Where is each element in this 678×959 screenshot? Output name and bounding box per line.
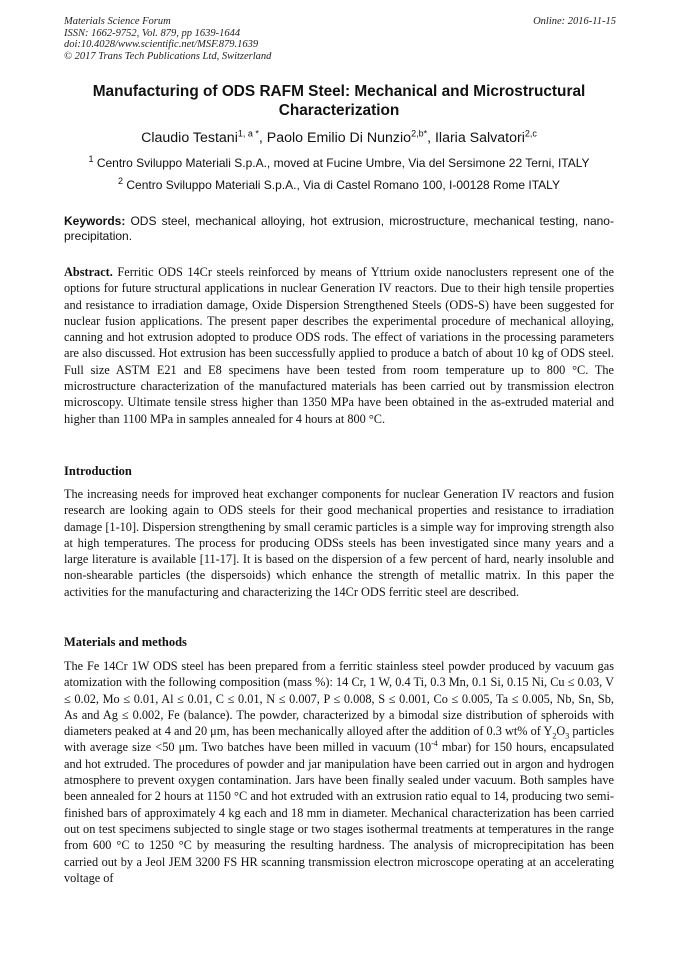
abstract: [64, 264, 614, 427]
affiliation-text: Centro Sviluppo Materiali S.p.A., Via di Castel Romano 100, I-00128 Rome ITALY: [126, 178, 560, 192]
author-affiliation-mark: 2,c: [524, 128, 537, 139]
affiliation-mark: 2: [118, 176, 124, 186]
author-affiliation-mark: 1, a *: [237, 128, 259, 139]
abstract-text: Ferritic ODS 14Cr steels reinforced by means of Yttrium oxide nanoclusters represent one of the options for future structural applications in nuclear Generation IV reactors. Due to their high tensile properties and resistance to irradiation damage, Oxide Dispersion Strengthened Steels (ODS-S) have been suggested for nuclear fusion applications. The present paper describes the experimental procedure of mechanical alloying, canning and hot extrusion adopted to produce ODS rods. The effect of variations in the processing parameters are also discussed. Hot extrusion has been successfully applied to produce a batch of about 10 kg of ODS steel. Full size ASTM E21 and E8 specimens have been tested from room temperature up to 800 °C. The microstructure characterization of the manufactured materials has been carried out by transmission electron microscopy. Ultimate tensile stress higher than 1350 MPa have been obtained in the as-extruded material and higher than 1100 MPa in samples annealed for 4 hours at 800 °C.: [64, 265, 614, 426]
methods-text-part3: mbar) for 150 hours, encapsulated and hot extruded. The procedures of powder and jar manipulation have been carried out in argon and hydrogen atmosphere to prevent oxygen contamination. Jars have been finally sealed under vacuum. Both samples have been annealed for 2 hours at 1150 °C and hot extruded with an extrusion ratio equal to 14, producing two semi-finished bars of approximately 4 kg each and 18 mm in diameter. Mechanical characterization has been carried out on test specimens subjected to single stage or two stages isothermal treatments at temperatures in the range from 600 °C to 1250 °C by measuring the resulting hardness. The analysis of microprecipitation has been carried out by a Jeol JEM 3200 FS HR scanning transmission electron microscope operating at an accelerating voltage of: [64, 740, 615, 885]
oxide-letter: O: [556, 724, 566, 739]
affiliation-text: Centro Sviluppo Materiali S.p.A., moved at Fucine Umbre, Via del Sersimone 22 Terni, ITALY: [96, 156, 590, 170]
abstract-label: Abstract.: [64, 265, 113, 279]
methods-paragraph: [64, 658, 614, 886]
section-heading-introduction: Introduction: [64, 464, 132, 478]
keywords: [64, 214, 614, 244]
online-date: Online: 2016-11-15: [533, 16, 616, 27]
issn-line: ISSN: 1662-9752, Vol. 879, pp 1639-1644: [64, 27, 241, 39]
methods-text-part2: particles with average size <50 μm. Two batches have been milled in vacuum (10: [64, 724, 614, 755]
author-list: Claudio Testani$^{1, a *}$, Paolo Emilio Di Nunzio$^{2,b*}$, Ilaria Salvatori$^{2,c}$: [141, 128, 537, 146]
subscript-3: 3: [565, 731, 570, 741]
author-name: Claudio Testani: [141, 130, 238, 146]
affiliation-2: [50, 178, 628, 193]
keywords-text: ODS steel, mechanical alloying, hot extrusion, microstructure, mechanical testing, nano-precipitation.: [64, 214, 614, 243]
section-heading-methods: Materials and methods: [64, 635, 187, 649]
subscript-2: 2: [552, 731, 557, 741]
paper-title: Manufacturing of ODS RAFM Steel: Mechanical and Microstructural Characterization: [92, 83, 586, 119]
author-name: Ilaria Salvatori: [434, 130, 525, 146]
methods-text-part1: The Fe 14Cr 1W ODS steel has been prepared from a ferritic stainless steel powder produced by vacuum gas atomization with the following composition (mass %): 14 Cr, 1 W, 0.4 Ti, 0.3 Mn, 0.1 Si, 0.15 Ni, Cu ≤ 0.03, V ≤ 0.02, Mo ≤ 0.01, Al ≤ 0.01, C ≤ 0.01, N ≤ 0.007, P ≤ 0.008, S ≤ 0.001, Co ≤ 0.005, Ta ≤ 0.005, Nb, Sn, Sb, As and Ag ≤ 0.002, Fe (balance). The powder, characterized by a bimodal size distribution of spheroids with diameters peaked at 4 and 20 μm, has been mechanically alloyed after the addition of 0.3 wt% of Y: [64, 659, 614, 739]
journal-name: Materials Science Forum: [64, 16, 171, 27]
introduction-paragraph: The increasing needs for improved heat exchanger components for nuclear Generation IV reactors and fusion research are looking again to ODS steels for their good mechanical properties and resistance to irradiation damage [1-10]. Dispersion strengthening by small ceramic particles is a simple way for improving strength also at high temperatures. The process for producing ODSs steels has been investigated since many years and a large literature is available [11-17]. It is based on the dispersion of a few percent of hard, nearly insoluble and non-shearable particles (the dispersoids) which enhance the strength of metallic matrix. In this paper the activities for the manufacturing and characterizing the 14Cr ODS ferritic steel are described.: [64, 487, 614, 599]
keywords-label: Keywords:: [64, 214, 126, 228]
author-name: Paolo Emilio Di Nunzio: [266, 130, 412, 146]
affiliation-mark: 1: [88, 154, 94, 164]
journal-header: [64, 16, 271, 62]
copyright-line: © 2017 Trans Tech Publications Ltd, Switzerland: [64, 50, 272, 62]
exponent: -4: [431, 739, 438, 749]
doi-line: doi:10.4028/www.scientific.net/MSF.879.1639: [64, 39, 259, 50]
author-affiliation-mark: 2,b*: [411, 128, 428, 139]
affiliation-1: [50, 156, 628, 171]
